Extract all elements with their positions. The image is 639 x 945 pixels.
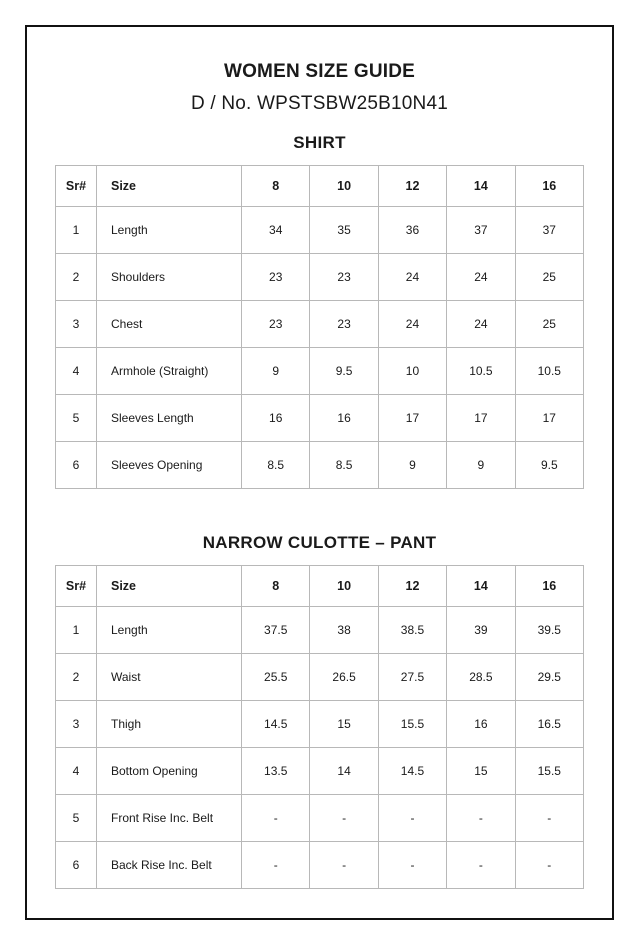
cell-size-12: 36 — [378, 207, 446, 254]
cell-sr: 3 — [56, 701, 97, 748]
design-number: D / No. WPSTSBW25B10N41 — [191, 93, 448, 114]
cell-size-12: 10 — [378, 348, 446, 395]
cell-size-12: 27.5 — [378, 654, 446, 701]
cell-measure: Front Rise Inc. Belt — [97, 795, 242, 842]
table-row — [56, 795, 584, 842]
table-row — [56, 607, 584, 654]
column-header-12: 12 — [378, 166, 446, 207]
cell-measure: Thigh — [97, 701, 242, 748]
cell-size-12: 24 — [378, 254, 446, 301]
cell-size-16: 37 — [515, 207, 583, 254]
cell-size-10: 26.5 — [310, 654, 378, 701]
size-table-shirt — [55, 165, 584, 489]
table-header-shirt — [56, 166, 584, 207]
column-header-10: 10 — [310, 166, 378, 207]
table-row — [56, 442, 584, 489]
cell-size-8: - — [242, 795, 310, 842]
cell-measure: Shoulders — [97, 254, 242, 301]
cell-measure: Sleeves Opening — [97, 442, 242, 489]
cell-size-14: 10.5 — [447, 348, 515, 395]
cell-size-14: 9 — [447, 442, 515, 489]
table-row — [56, 654, 584, 701]
size-guide-page — [25, 25, 614, 920]
cell-size-10: 23 — [310, 254, 378, 301]
cell-size-14: - — [447, 842, 515, 889]
cell-size-10: 9.5 — [310, 348, 378, 395]
cell-size-10: 35 — [310, 207, 378, 254]
table-row — [56, 348, 584, 395]
cell-size-12: - — [378, 842, 446, 889]
cell-size-10: - — [310, 795, 378, 842]
column-header-12: 12 — [378, 566, 446, 607]
cell-size-14: 24 — [447, 301, 515, 348]
table-body-shirt — [56, 207, 584, 489]
page-content — [27, 27, 612, 889]
cell-size-10: 14 — [310, 748, 378, 795]
page-title: WOMEN SIZE GUIDE — [223, 61, 416, 82]
cell-size-8: 34 — [242, 207, 310, 254]
table-row — [56, 748, 584, 795]
cell-size-8: 9 — [242, 348, 310, 395]
cell-sr: 5 — [56, 795, 97, 842]
section-title-shirt: SHIRT — [293, 133, 346, 152]
cell-sr: 4 — [56, 348, 97, 395]
cell-size-12: 24 — [378, 301, 446, 348]
column-header-size: Size — [97, 166, 242, 207]
column-header-size: Size — [97, 566, 242, 607]
column-header-8: 8 — [242, 566, 310, 607]
cell-size-12: 38.5 — [378, 607, 446, 654]
table-row — [56, 254, 584, 301]
column-header-14: 14 — [447, 166, 515, 207]
cell-size-16: 25 — [515, 254, 583, 301]
cell-size-12: - — [378, 795, 446, 842]
cell-size-16: 9.5 — [515, 442, 583, 489]
cell-size-8: 13.5 — [242, 748, 310, 795]
size-table-pant — [55, 565, 584, 889]
table-header-row — [56, 566, 584, 607]
cell-sr: 5 — [56, 395, 97, 442]
cell-size-14: - — [447, 795, 515, 842]
cell-size-10: - — [310, 842, 378, 889]
cell-size-12: 15.5 — [378, 701, 446, 748]
cell-measure: Waist — [97, 654, 242, 701]
table-row — [56, 395, 584, 442]
cell-measure: Length — [97, 607, 242, 654]
cell-size-14: 17 — [447, 395, 515, 442]
cell-size-14: 16 — [447, 701, 515, 748]
column-header-16: 16 — [515, 166, 583, 207]
cell-sr: 2 — [56, 654, 97, 701]
cell-measure: Armhole (Straight) — [97, 348, 242, 395]
cell-size-14: 28.5 — [447, 654, 515, 701]
table-header-row — [56, 166, 584, 207]
cell-size-16: 10.5 — [515, 348, 583, 395]
cell-size-16: - — [515, 842, 583, 889]
table-row — [56, 207, 584, 254]
table-row — [56, 701, 584, 748]
cell-sr: 1 — [56, 207, 97, 254]
cell-size-16: - — [515, 795, 583, 842]
column-header-14: 14 — [447, 566, 515, 607]
cell-sr: 4 — [56, 748, 97, 795]
cell-size-12: 17 — [378, 395, 446, 442]
cell-sr: 6 — [56, 842, 97, 889]
cell-size-14: 15 — [447, 748, 515, 795]
cell-size-10: 16 — [310, 395, 378, 442]
column-header-10: 10 — [310, 566, 378, 607]
cell-size-14: 24 — [447, 254, 515, 301]
cell-measure: Bottom Opening — [97, 748, 242, 795]
cell-size-16: 17 — [515, 395, 583, 442]
table-header-pant — [56, 566, 584, 607]
table-row — [56, 301, 584, 348]
section-title-pant: NARROW CULOTTE – PANT — [202, 533, 437, 552]
cell-size-10: 15 — [310, 701, 378, 748]
cell-size-8: 37.5 — [242, 607, 310, 654]
cell-sr: 3 — [56, 301, 97, 348]
cell-size-16: 15.5 — [515, 748, 583, 795]
cell-size-14: 37 — [447, 207, 515, 254]
cell-size-8: 16 — [242, 395, 310, 442]
cell-sr: 1 — [56, 607, 97, 654]
column-header-16: 16 — [515, 566, 583, 607]
cell-size-10: 23 — [310, 301, 378, 348]
table-body-pant — [56, 607, 584, 889]
section-pant — [55, 533, 584, 889]
cell-size-16: 29.5 — [515, 654, 583, 701]
cell-size-12: 9 — [378, 442, 446, 489]
cell-size-8: 23 — [242, 254, 310, 301]
table-row — [56, 842, 584, 889]
cell-measure: Sleeves Length — [97, 395, 242, 442]
section-shirt — [55, 133, 584, 489]
cell-size-8: 14.5 — [242, 701, 310, 748]
cell-measure: Length — [97, 207, 242, 254]
cell-size-8: - — [242, 842, 310, 889]
cell-measure: Chest — [97, 301, 242, 348]
cell-size-8: 23 — [242, 301, 310, 348]
column-header-sr: Sr# — [56, 566, 97, 607]
column-header-sr: Sr# — [56, 166, 97, 207]
cell-size-16: 39.5 — [515, 607, 583, 654]
cell-size-16: 25 — [515, 301, 583, 348]
cell-size-10: 8.5 — [310, 442, 378, 489]
cell-sr: 2 — [56, 254, 97, 301]
cell-measure: Back Rise Inc. Belt — [97, 842, 242, 889]
cell-size-8: 8.5 — [242, 442, 310, 489]
cell-size-14: 39 — [447, 607, 515, 654]
cell-size-12: 14.5 — [378, 748, 446, 795]
column-header-8: 8 — [242, 166, 310, 207]
cell-size-10: 38 — [310, 607, 378, 654]
cell-size-8: 25.5 — [242, 654, 310, 701]
cell-size-16: 16.5 — [515, 701, 583, 748]
cell-sr: 6 — [56, 442, 97, 489]
